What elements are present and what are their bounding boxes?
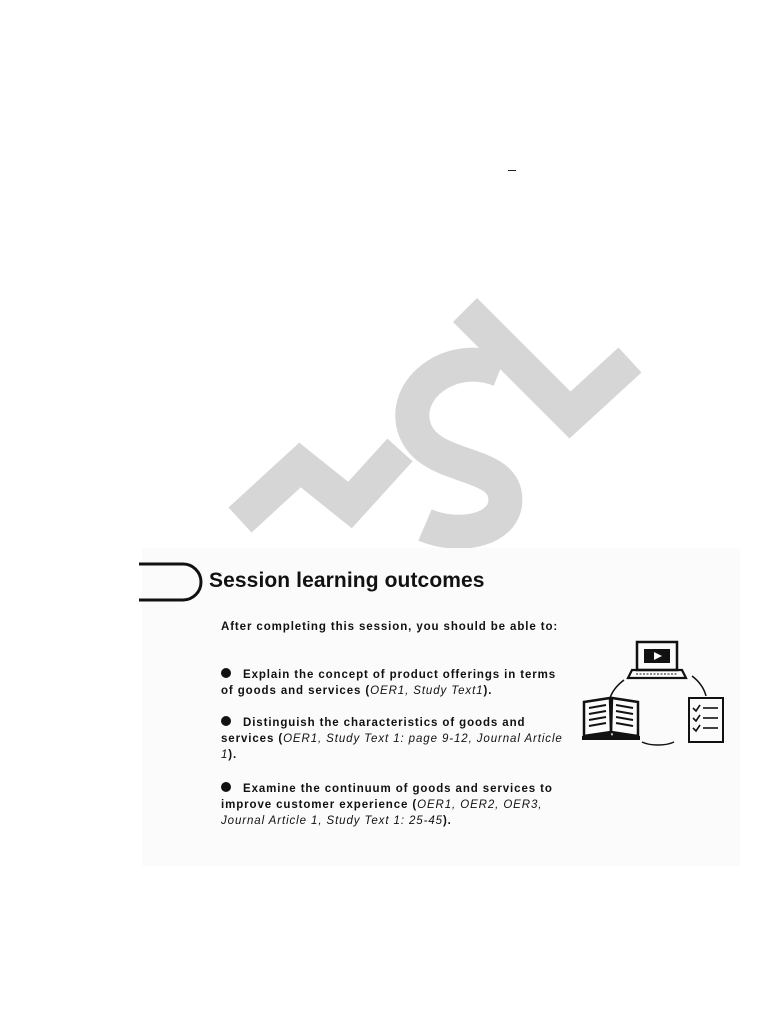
outcome-text: Examine the continuum of goods and services to improve customer experience (	[221, 783, 553, 811]
outcome-text: Distinguish the characteristics of goods and services (	[221, 717, 526, 745]
outcome-text-end: ).	[228, 749, 238, 761]
outcome-item	[221, 715, 571, 763]
resource-cycle-illustration	[580, 636, 730, 748]
bullet-icon	[221, 668, 231, 678]
outcome-reference: OER1, Study Text 1: page 9-12, Journal Article 1	[221, 733, 563, 761]
stray-dash	[508, 170, 516, 171]
section-title: Session learning outcomes	[209, 569, 485, 592]
outcome-item	[221, 667, 571, 699]
intro-text: After completing this session, you should be able to:	[221, 621, 559, 633]
outcome-text-end: ).	[442, 815, 452, 827]
cycle-arc-right	[692, 676, 706, 696]
bullet-icon	[221, 716, 231, 726]
outcome-text: Explain the concept of product offerings in terms of goods and services (	[221, 669, 557, 697]
open-book-icon	[582, 698, 640, 740]
outcome-item	[221, 781, 571, 829]
outcome-reference: OER1, OER2, OER3, Journal Article 1, Study Text 1: 25-45	[221, 799, 543, 827]
checklist-icon	[689, 698, 723, 742]
cycle-arc-bottom	[642, 742, 674, 745]
watermark-logo	[200, 290, 660, 560]
outcome-reference: OER1, Study Text1	[370, 685, 484, 697]
bullet-icon	[221, 782, 231, 792]
cycle-arc-left	[610, 680, 624, 698]
laptop-video-icon	[628, 642, 686, 678]
outcome-text-end: ).	[483, 685, 493, 697]
section-tab-marker	[139, 561, 205, 603]
